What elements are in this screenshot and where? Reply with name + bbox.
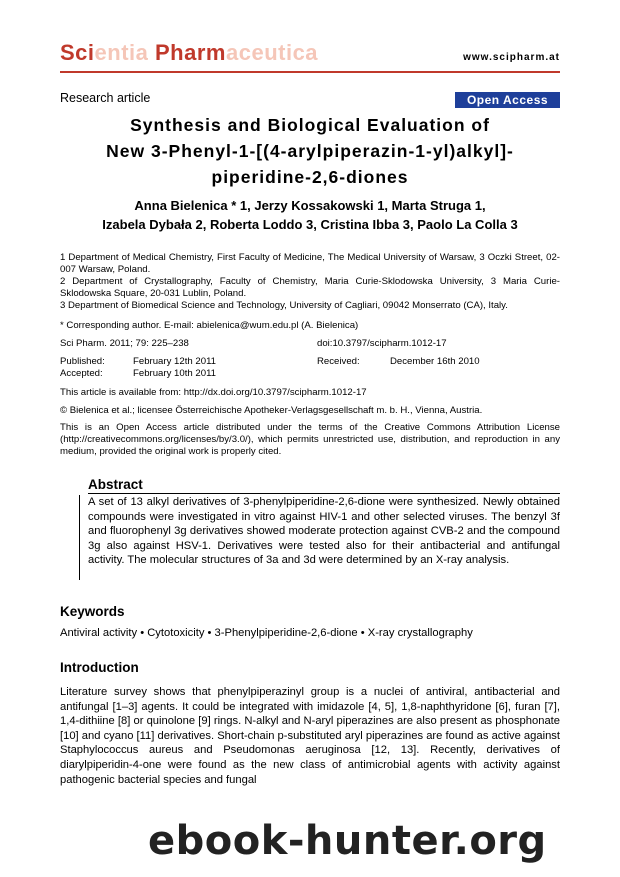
received-date: December 16th 2010	[390, 356, 480, 367]
published-label: Published:	[60, 356, 105, 367]
accepted-label: Accepted:	[60, 368, 103, 379]
license: This is an Open Access article distributed under the terms of the Creative Commons Attribution License (http://creativecommons.org/licenses/by/3.0/), which permits unrestricted use, distribution, and reproduction in any medium, provided the original work is properly cited.	[60, 422, 560, 457]
affiliations	[60, 252, 560, 312]
author-line: Anna Bielenica * 1, Jerzy Kossakowski 1, Marta Struga 1,	[134, 198, 486, 213]
copyright: © Bielenica et al.; licensee Österreichische Apotheker-Verlagsgesellschaft m. b. H., Vienna, Austria.	[60, 405, 483, 416]
open-access-badge: Open Access	[455, 92, 560, 108]
keywords: Antiviral activity • Cytotoxicity • 3-Phenylpiperidine-2,6-dione • X-ray crystallography	[60, 627, 473, 639]
abstract-text: A set of 13 alkyl derivatives of 3-phenylpiperidine-2,6-dione were synthesized. Newly obtained compounds were investigated in vitro against HIV-1 and other selected viruses. The benzyl 3f and fluorophenyl 3g derivatives showed moderate protection against CVB-2 and the compound 3g also against HSV-1. Derivatives were tested also for their antibacterial and antifungal activity. The molecular structures of 3a and 3d were determined by an X-ray analysis.	[88, 496, 560, 566]
doi[interactable]: doi:10.3797/scipharm.1012-17	[317, 338, 447, 349]
author-list	[60, 196, 560, 234]
affiliation-3: 3 Department of Biomedical Science and Technology, University of Cagliari, 09042 Monserrato (CA), Italy.	[60, 300, 508, 311]
affiliation-2: 2 Department of Crystallography, Faculty of Chemistry, Maria Curie-Sklodowska University, 3 Maria Curie-Sklodowska Square, 20-031 Lublin, Poland.	[60, 276, 560, 299]
accepted-date: February 10th 2011	[133, 368, 217, 379]
title-line: New 3-Phenyl-1-[(4-arylpiperazin-1-yl)alkyl]-	[106, 141, 514, 161]
article-type: Research article	[60, 91, 151, 105]
correspondence: * Corresponding author. E-mail: abielenica@wum.edu.pl (A. Bielenica)	[60, 320, 359, 331]
journal-logo: Scientia Pharmaceutica	[60, 40, 319, 65]
keywords-heading: Keywords	[60, 604, 125, 619]
abstract-rule	[88, 493, 560, 494]
header-rule	[60, 71, 560, 73]
published-date: February 12th 2011	[133, 356, 217, 367]
title-line: Synthesis and Biological Evaluation of	[130, 115, 490, 135]
abstract-side-rule	[79, 495, 80, 580]
journal-website[interactable]: www.scipharm.at	[463, 52, 560, 63]
author-line: Izabela Dybała 2, Roberta Loddo 3, Cristina Ibba 3, Paolo La Colla 3	[102, 217, 518, 232]
introduction-heading: Introduction	[60, 660, 139, 675]
journal-header	[60, 40, 560, 70]
paper-title	[60, 112, 560, 190]
affiliation-1: 1 Department of Medical Chemistry, First Faculty of Medicine, The Medical University of Warsaw, 3 Oczki Street, 02-007 Warsaw, Poland.	[60, 252, 560, 275]
watermark: ebook-hunter.org	[148, 818, 547, 864]
abstract-heading: Abstract	[88, 477, 143, 492]
received-label: Received:	[317, 356, 360, 367]
introduction-text: Literature survey shows that phenylpiperazinyl group is a nuclei of antiviral, antibacterial and antifungal [1–3] agents. It could be integrated with imidazole [4, 5], 1,8-naphthyridone [6], furan [7], 1,4-dithiine [8] or quinolone [9] rings. N-alkyl and N-aryl piperazines are also present as phosphonate [10] and cyano [11] derivatives. Short-chain p-substituted aryl piperazines are found as active against Staphylococcus aureus and Pseudomonas aeruginosa [12, 13]. Recently, derivatives of diarylpiperidin-4-one were found as the new class of antimicrobial agents with activity against pathogenic bacterial species and fungal	[60, 686, 560, 786]
availability[interactable]: This article is available from: http://dx.doi.org/10.3797/scipharm.1012-17	[60, 387, 367, 398]
citation: Sci Pharm. 2011; 79: 225–238	[60, 338, 189, 349]
title-line: piperidine-2,6-diones	[211, 167, 409, 187]
